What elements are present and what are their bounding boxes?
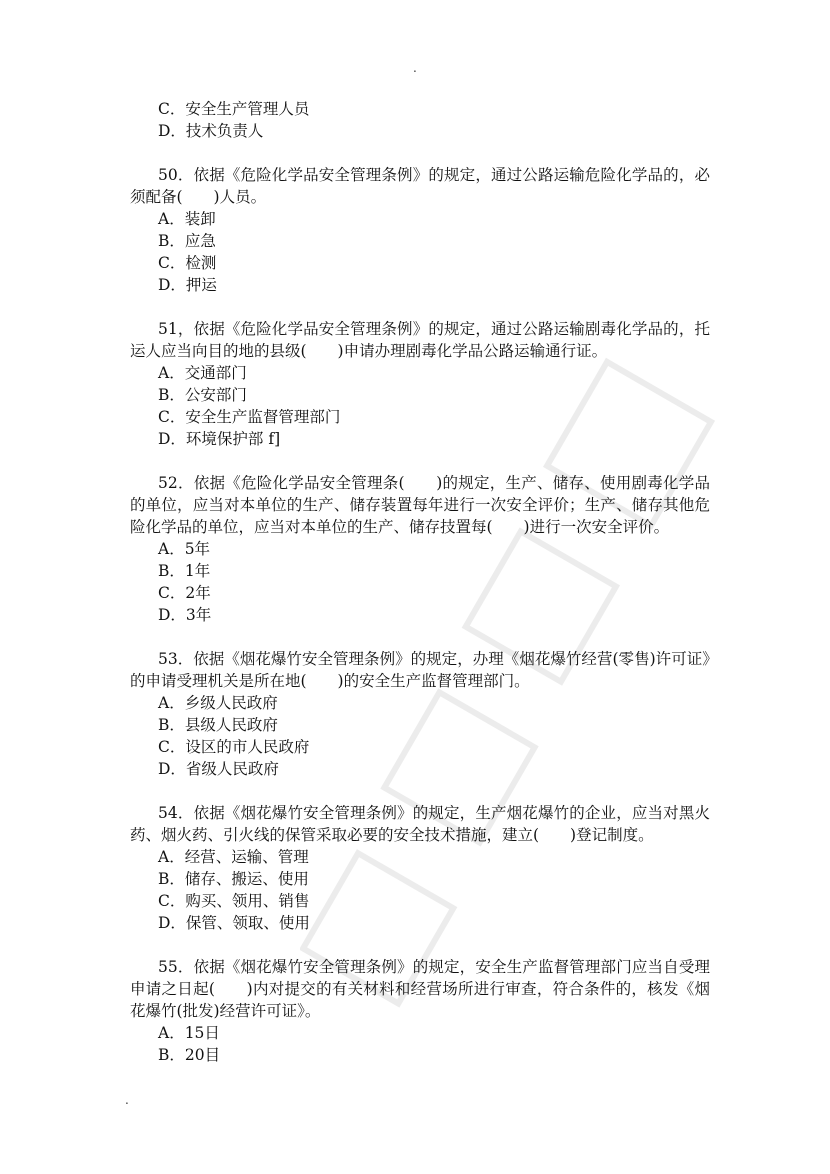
option: D．3年 (158, 606, 212, 624)
question-55 (130, 956, 710, 1066)
question-50 (130, 164, 710, 296)
header-dot: . (413, 61, 417, 75)
question-stem: 50．依据《危险化学品安全管理条例》的规定，通过公路运输危险化学品的，必须配备( )人员。 (130, 166, 710, 206)
question-52 (130, 472, 710, 626)
option: B．20目 (158, 1046, 221, 1064)
question-stem: 53．依据《烟花爆竹安全管理条例》的规定，办理《烟花爆竹经营(零售)许可证》的申请受理机关是所在地( )的安全生产监督管理部门。 (130, 650, 710, 690)
option: D．技术负责人 (158, 122, 264, 140)
option: B．公安部门 (158, 386, 247, 404)
option: A．15日 (158, 1024, 220, 1042)
option: B．储存、搬运、使用 (158, 870, 309, 888)
question-51 (130, 318, 710, 450)
option: D．环境保护部 f] (158, 430, 281, 448)
option: B．县级人民政府 (158, 716, 278, 734)
question-53 (130, 648, 710, 780)
question-stem: 51，依据《危险化学品安全管理条例》的规定，通过公路运输剧毒化学品的，托运人应当向目的地的县级( )申请办理剧毒化学品公路运输通行证。 (130, 320, 710, 360)
question-stem: 52．依据《危险化学品安全管理条( )的规定，生产、储存、使用剧毒化学品的单位，应当对本单位的生产、储存装置每年进行一次安全评价；生产、储存其他危险化学品的单位，应当对本单位的生产、储存技置每( )进行一次安全评价。 (130, 474, 710, 536)
option: C．检测 (158, 254, 217, 272)
option: A．装卸 (158, 210, 216, 228)
option: D．省级人民政府 (158, 760, 279, 778)
question-stem: 54．依据《烟花爆竹安全管理条例》的规定，生产烟花爆竹的企业，应当对黑火药、烟火药、引火线的保管采取必要的安全技术措施，建立( )登记制度。 (130, 804, 710, 844)
option: C．安全生产管理人员 (158, 100, 310, 118)
option: A．经营、运输、管理 (158, 848, 309, 866)
option: A．交通部门 (158, 364, 247, 382)
option: D．保管、领取、使用 (158, 914, 310, 932)
question-stem: 55．依据《烟花爆竹安全管理条例》的规定，安全生产监督管理部门应当自受理申请之日起( )内对提交的有关材料和经营场所进行审查，符合条件的，核发《烟花爆竹(批发)经营许可证》。 (130, 958, 710, 1020)
footer-dot: . (125, 1093, 129, 1107)
previous-question-options (130, 98, 710, 142)
option: C．设区的市人民政府 (158, 738, 310, 756)
option: C．购买、领用、销售 (158, 892, 310, 910)
option: D．押运 (158, 276, 217, 294)
option: C．安全生产监督管理部门 (158, 408, 341, 426)
option: A．5年 (158, 540, 211, 558)
option: B．应急 (158, 232, 216, 250)
exam-content (130, 98, 710, 1066)
question-54 (130, 802, 710, 934)
option: B．1年 (158, 562, 211, 580)
option: C．2年 (158, 584, 211, 602)
option: A．乡级人民政府 (158, 694, 278, 712)
